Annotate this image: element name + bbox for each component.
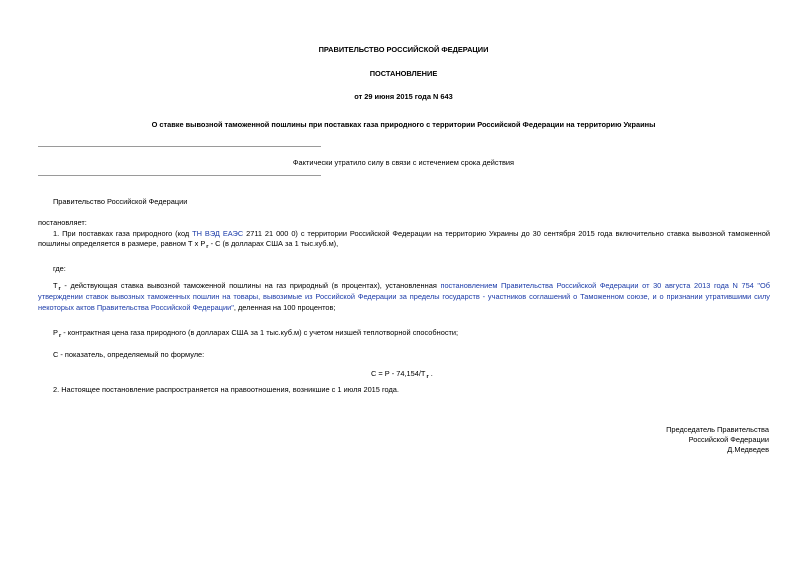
p-symbol: Р xyxy=(53,328,58,337)
signature-block xyxy=(666,425,769,455)
paragraph-1-text-b: 2711 21 000 0) с территории Российской Федерации на территорию Украины до 30 сентября 2015 года включительно ставка вывозной таможенной пошлины определяется в размере, равном Т xyxy=(38,229,770,248)
formula-text-c: . xyxy=(428,369,433,378)
document-type: ПОСТАНОВЛЕНИЕ xyxy=(369,69,438,78)
formula-text-a: С = Р xyxy=(371,369,390,378)
signature-name: Д.Медведев xyxy=(727,444,769,454)
definition-t xyxy=(38,281,770,314)
formula-subscript: г xyxy=(426,374,429,380)
paragraph-1-text-a: 1. При поставках газа природного (код xyxy=(53,229,193,238)
formula-text-b: - 74,154/Т xyxy=(389,369,426,378)
t-subscript: г xyxy=(58,286,61,292)
divider-bottom xyxy=(38,175,321,176)
signature-title: Председатель Правительства xyxy=(666,425,769,434)
preamble-text: Правительство Российской Федерации xyxy=(53,197,188,206)
tn-ved-link[interactable]: ТН ВЭД ЕАЭС xyxy=(192,229,244,238)
t-symbol: Т xyxy=(53,281,58,290)
paragraph-1-text-c: x Р xyxy=(192,238,206,248)
paragraph-1 xyxy=(38,229,770,249)
status-note: Фактически утратило силу в связи с истечением срока действия xyxy=(292,158,515,167)
paragraph-1-subscript: г xyxy=(206,243,209,250)
decree-word: постановляет: xyxy=(38,218,87,227)
definition-t-text-b: , деленная на 100 процентов; xyxy=(233,302,336,312)
government-heading: ПРАВИТЕЛЬСТВО РОССИЙСКОЙ ФЕДЕРАЦИИ xyxy=(318,45,489,54)
document-date-number: от 29 июня 2015 года N 643 xyxy=(354,92,453,101)
formula xyxy=(371,369,433,379)
p-subscript: г xyxy=(58,333,62,339)
paragraph-2: 2. Настоящее постановление распространяется на правоотношения, возникшие с 1 июля 2015 года. xyxy=(53,385,399,394)
decree-754-link[interactable]: постановлением Правительства Российской Федерации от 30 августа 2013 года N 754 "Об утверждении ставок вывозных таможенных пошлин на товары, вывозимые из Российской Федерации за пределы государств - участников соглашений о Таможенном союзе, и о признании утратившими силу некоторых актов Правительства Российской Федерации" xyxy=(38,281,771,312)
signature-organization: Российской Федерации xyxy=(688,434,769,444)
definition-c: С - показатель, определяемый по формуле: xyxy=(53,350,205,359)
definition-p xyxy=(53,328,458,338)
definition-t-text-a: - действующая ставка вывозной таможенной пошлины на газ природный (в процентах), установленная xyxy=(60,281,441,290)
divider-top xyxy=(38,146,321,147)
where-label: где: xyxy=(53,264,66,273)
paragraph-1-text-d: - С (в долларах США за 1 тыс.куб.м), xyxy=(208,238,339,248)
document-title: О ставке вывозной таможенной пошлины при поставках газа природного с территории Российской Федерации на территорию Украины xyxy=(151,120,656,129)
definition-p-text: - контрактная цена газа природного (в долларах США за 1 тыс.куб.м) с учетом низшей теплотворной способности; xyxy=(61,328,459,337)
